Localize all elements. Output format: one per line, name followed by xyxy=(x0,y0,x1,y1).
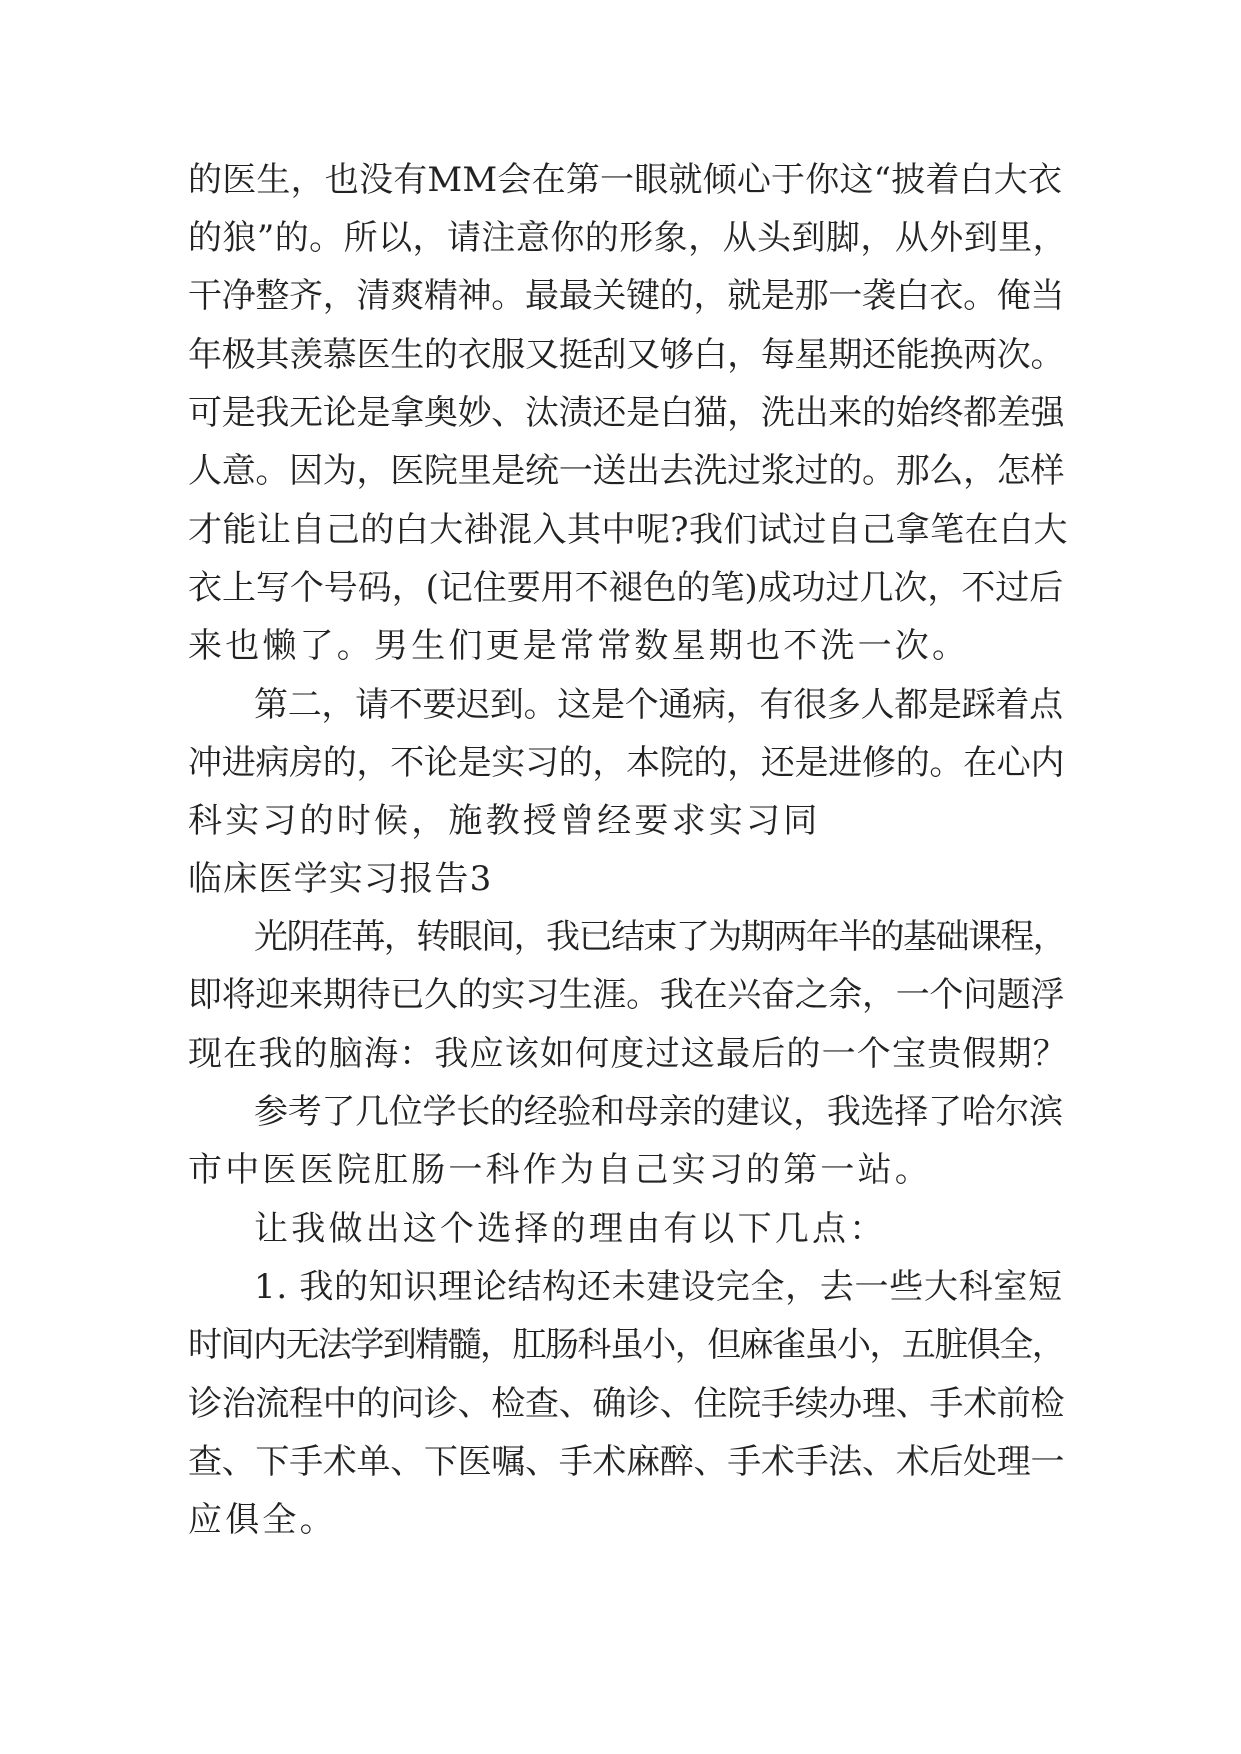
text-line: 时间内无法学到精髓，肛肠科虽小，但麻雀虽小，五脏俱全， xyxy=(188,1325,1065,1365)
text-line: 的医生，也没有MM会在第一眼就倾心于你这“披着白大衣 xyxy=(188,160,1063,200)
text-line: 才能让自己的白大褂混入其中呢?我们试过自己拿笔在白大 xyxy=(188,510,1068,550)
text-line: 诊治流程中的问诊、检查、确诊、住院手续办理、手术前检 xyxy=(188,1384,1065,1424)
text-line: 科实习的时候，施教授曾经要求实习同 xyxy=(188,801,821,841)
text-line: 应俱全。 xyxy=(188,1500,337,1540)
text-line: 可是我无论是拿奥妙、汰渍还是白猫，洗出来的始终都差强 xyxy=(188,393,1065,433)
text-line: 现在我的脑海：我应该如何度过这最后的一个宝贵假期？ xyxy=(188,1034,1068,1074)
paragraph-first-line: 光阴荏苒，转眼间，我已结束了为期两年半的基础课程， xyxy=(254,917,1066,957)
text-line: 衣上写个号码，(记住要用不褪色的笔)成功过几次，不过后 xyxy=(188,568,1064,608)
text-line: 人意。因为，医院里是统一送出去洗过浆过的。那么，怎样 xyxy=(188,451,1065,491)
text-line: 干净整齐，清爽精神。最最关键的，就是那一袭白衣。俺当 xyxy=(188,276,1065,316)
text-line: 市中医医院肛肠一科作为自己实习的第一站。 xyxy=(188,1150,932,1190)
text-line: 查、下手术单、下医嘱、手术麻醉、手术手法、术后处理一 xyxy=(188,1442,1065,1482)
text-line: 冲进病房的，不论是实习的，本院的，还是进修的。在心内 xyxy=(188,743,1065,783)
paragraph-first-line: 让我做出这个选择的理由有以下几点： xyxy=(254,1209,887,1249)
text-line: 的狼”的。所以，请注意你的形象，从头到脚，从外到里， xyxy=(188,218,1068,258)
paragraph-first-line: 第二，请不要迟到。这是个通病，有很多人都是踩着点 xyxy=(254,685,1063,725)
paragraph-first-line: 参考了几位学长的经验和母亲的建议，我选择了哈尔滨 xyxy=(254,1092,1063,1132)
section-heading: 临床医学实习报告3 xyxy=(188,859,493,899)
text-line: 来也懒了。男生们更是常常数星期也不洗一次。 xyxy=(188,626,970,666)
text-line: 年极其羡慕医生的衣服又挺刮又够白，每星期还能换两次。 xyxy=(188,335,1065,375)
text-line: 即将迎来期待已久的实习生涯。我在兴奋之余，一个问题浮 xyxy=(188,975,1065,1015)
numbered-item-first-line: 1. 我的知识理论结构还未建设完全，去一些大科室短 xyxy=(254,1267,1063,1307)
